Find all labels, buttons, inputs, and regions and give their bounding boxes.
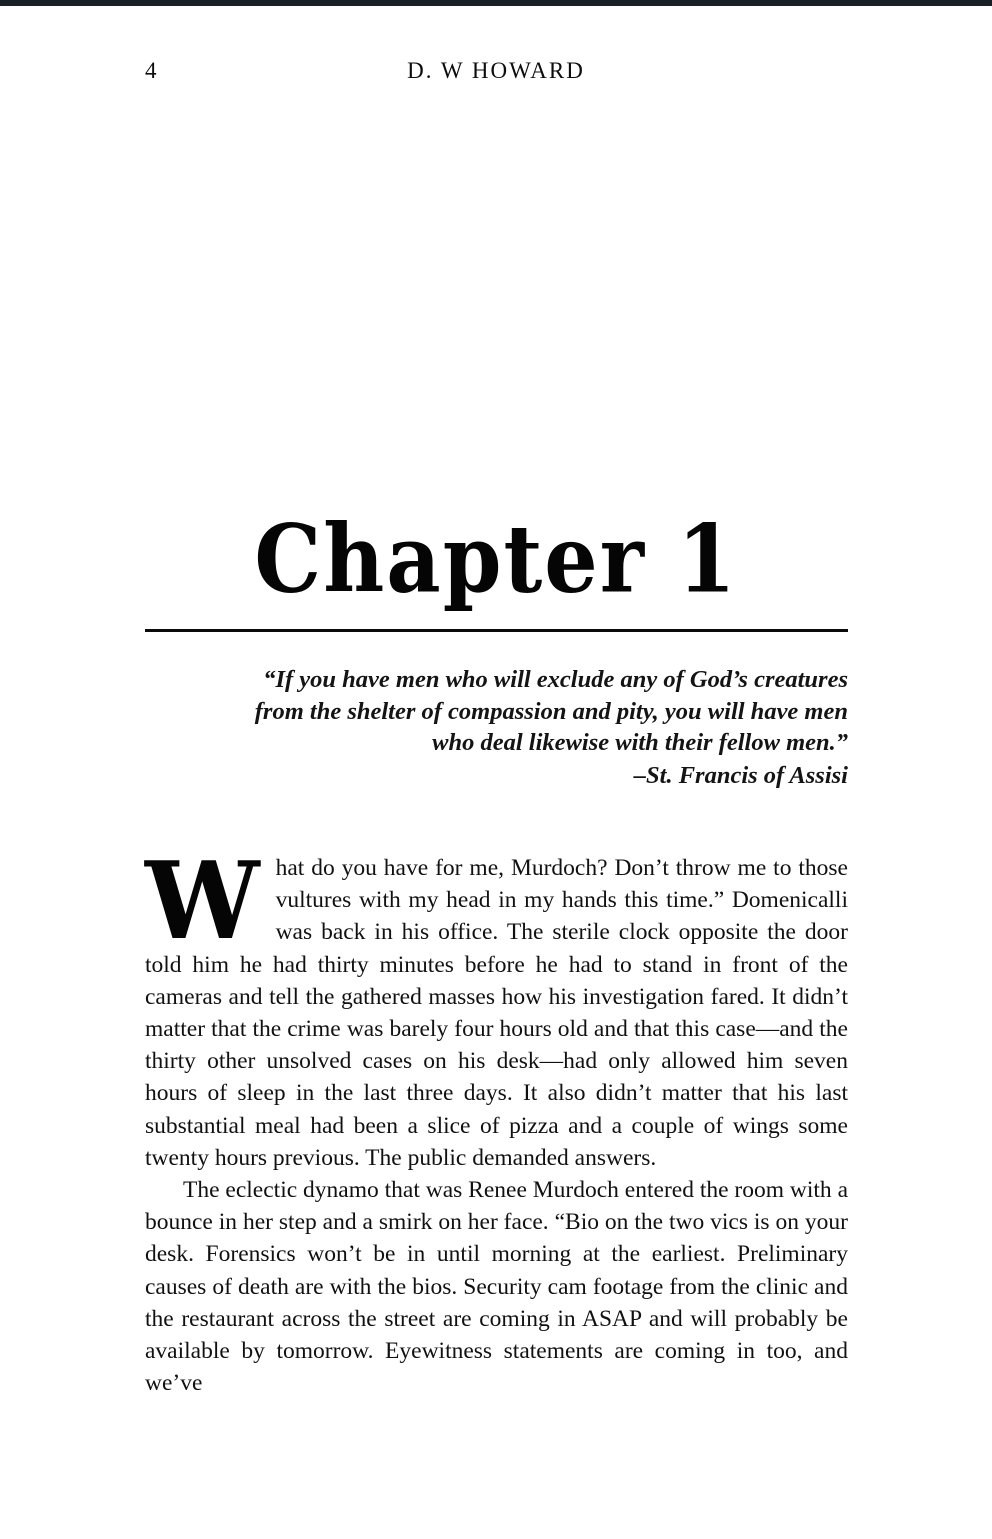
epigraph-line-1: “If you have men who will exclude any of God’s creatures: [263, 666, 848, 693]
running-title: D. W HOWARD: [407, 58, 585, 83]
drop-cap-letter: W: [145, 838, 260, 965]
epigraph-line-3: who deal likewise with their fellow men.”: [432, 729, 848, 756]
paragraph-1-text: hat do you have for me, Murdoch? Don’t throw me to those vultures with my head in my hands this time.” Domenicalli was back in his office. The sterile clock opposite the door told him he had thirty minutes before he had to stand in front of the cameras and tell the gathered masses how his investigation fared. It didn’t matter that the crime was barely four hours old and that this case—and the thirty other unsolved cases on his desk—had only allowed him seven hours of sleep in the last three days. It also didn’t matter that his last substantial meal had been a slice of pizza and a couple of wings some twenty hours previous. The public demanded answers.: [145, 855, 848, 1171]
paragraph-2-text: The eclectic dynamo that was Renee Murdoch entered the room with a bounce in her step and a smirk on her face. “Bio on the two vics is on your desk. Forensics won’t be in until morning at the earliest. Preliminary causes of death are with the bios. Security cam footage from the clinic and the restaurant across the street are coming in ASAP and will probably be available by tomorrow. Eyewitness statements are coming in too, and we’ve: [145, 1177, 848, 1397]
top-window-bar: [0, 0, 992, 6]
epigraph-attribution: –St. Francis of Assisi: [633, 761, 848, 789]
epigraph-quote: [145, 664, 848, 791]
chapter-rule-divider: [145, 629, 848, 632]
body-text: [145, 838, 848, 1399]
paragraph-2: [145, 1174, 848, 1399]
page-number: 4: [145, 58, 158, 83]
paragraph-1: [145, 838, 848, 1174]
running-header: [0, 58, 992, 92]
chapter-title: Chapter 1: [254, 503, 738, 614]
epigraph-line-2: from the shelter of compassion and pity, you will have men: [254, 697, 848, 725]
